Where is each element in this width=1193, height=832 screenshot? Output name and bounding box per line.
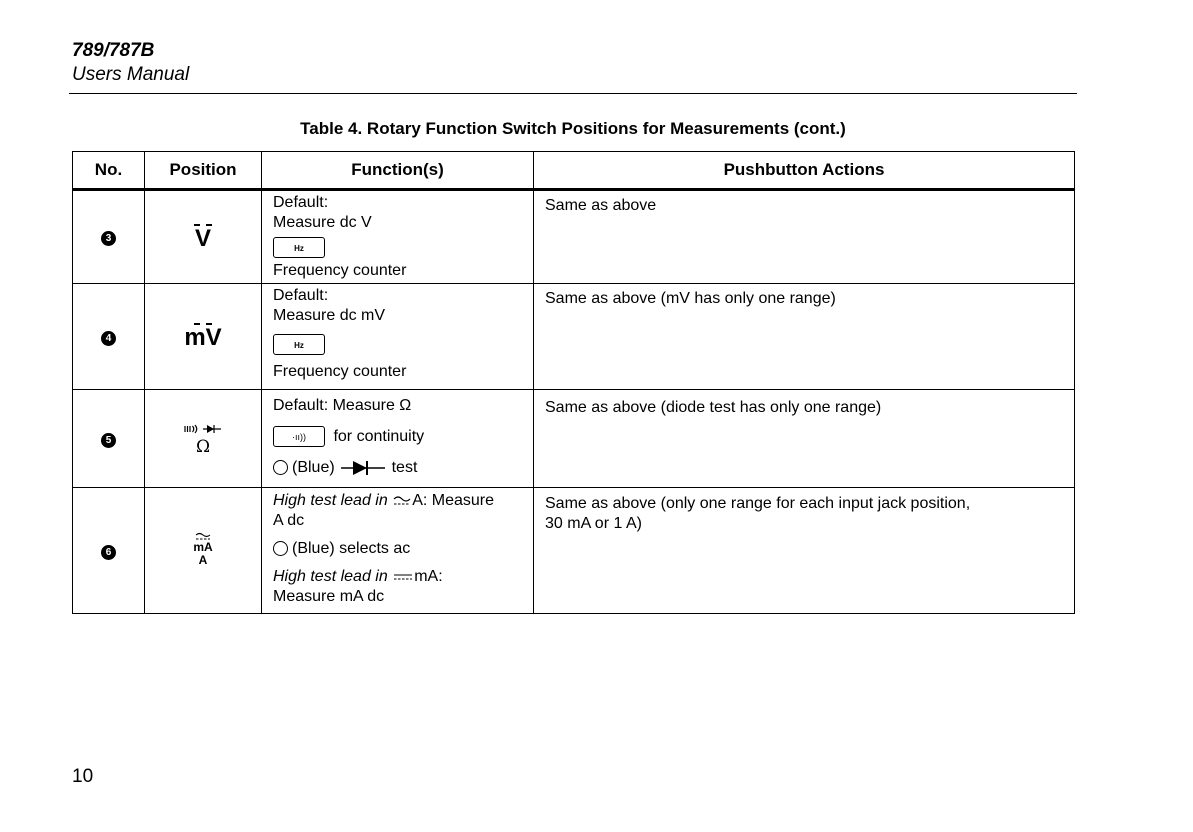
position-cell — [145, 284, 262, 390]
pushbutton-text: Same as above (mV has only one range) — [545, 290, 836, 307]
pushbutton-text: 30 mA or 1 A) — [545, 515, 642, 532]
test-label: test — [391, 459, 418, 476]
pushbutton-cell — [534, 390, 1075, 488]
blue-button-icon — [273, 541, 288, 556]
pushbutton-text: Same as above (only one range for each input jack position, — [545, 495, 971, 512]
function-default-text: Default: Measure Ω — [273, 397, 412, 414]
position-symbol-a: A — [198, 553, 208, 567]
row-number-badge: 3 — [101, 231, 116, 246]
page-number: 10 — [72, 766, 94, 787]
function-switch-table — [72, 151, 1075, 614]
function-default-label: Default: — [273, 287, 329, 304]
function-alt-text: Frequency counter — [273, 262, 407, 279]
functions-cell — [262, 390, 534, 488]
table-caption: Table 4. Rotary Function Switch Positions for Measurements (cont.) — [300, 119, 846, 138]
continuity-text: for continuity — [333, 427, 425, 445]
high-lead-label: High test lead in — [273, 568, 388, 585]
position-symbol-text: V — [194, 224, 211, 252]
dc-millivolts-symbol — [184, 323, 221, 350]
pushbutton-cell — [534, 284, 1075, 390]
diode-icon — [339, 459, 387, 477]
row-number-badge: 4 — [101, 331, 116, 346]
ac-dc-amps-symbol — [193, 532, 212, 567]
continuity-line — [273, 426, 527, 450]
header-rule — [69, 93, 1077, 94]
position-cell — [145, 390, 262, 488]
milliamps-line — [273, 567, 527, 587]
position-cell — [145, 190, 262, 284]
function-default-text: Measure dc V — [273, 214, 372, 231]
dc-icon — [392, 572, 414, 582]
col-header-no: No. — [73, 152, 145, 190]
pushbutton-text: Same as above — [545, 197, 657, 214]
dc-volts-symbol — [194, 224, 212, 251]
col-header-position: Position — [145, 152, 262, 190]
manual-model: 789/787B — [72, 40, 155, 61]
blue-select-text: (Blue) selects ac — [292, 540, 411, 557]
table-row — [73, 190, 1075, 284]
col-header-functions: Function(s) — [262, 152, 534, 190]
ac-dc-icon — [392, 495, 412, 507]
blue-button-icon — [273, 460, 288, 475]
row-number-cell — [73, 190, 145, 284]
hz-button-icon: Hz — [273, 237, 325, 258]
high-lead-label: High test lead in — [273, 492, 388, 509]
row-number-badge: 6 — [101, 545, 116, 560]
table-row — [73, 390, 1075, 488]
pushbutton-cell — [534, 190, 1075, 284]
amps-measure-text-cont: A dc — [273, 512, 305, 529]
functions-cell — [262, 284, 534, 390]
amps-measure-text: A: Measure — [412, 492, 494, 509]
function-default-label: Default: — [273, 194, 329, 211]
position-cell — [145, 488, 262, 614]
row-number-cell — [73, 284, 145, 390]
pushbutton-text: Same as above (diode test has only one range) — [545, 399, 882, 416]
pushbutton-cell — [534, 488, 1075, 614]
function-default-text: Measure dc mV — [273, 307, 386, 324]
position-symbol-ma: mA — [193, 540, 213, 554]
position-symbol-text: mV — [184, 324, 222, 351]
row-number-cell — [73, 488, 145, 614]
function-alt-text: Frequency counter — [273, 363, 407, 380]
continuity-diode-icon — [183, 423, 223, 435]
ohm-symbol: Ω — [195, 436, 211, 457]
functions-cell — [262, 488, 534, 614]
manual-subtitle: Users Manual — [72, 64, 190, 85]
milliamps-text: mA: — [414, 568, 443, 585]
row-number-cell — [73, 390, 145, 488]
table-row — [73, 284, 1075, 390]
amps-line — [273, 491, 527, 511]
diode-line — [273, 458, 527, 480]
col-header-pushbutton: Pushbutton Actions — [534, 152, 1075, 190]
row-number-badge: 5 — [101, 433, 116, 448]
blue-label: (Blue) — [292, 459, 335, 476]
continuity-diode-ohms-symbol — [183, 421, 223, 456]
table-row — [73, 488, 1075, 614]
continuity-button-icon: ·ıı)) — [273, 426, 325, 447]
blue-select-line — [273, 539, 527, 559]
milliamps-measure-text: Measure mA dc — [273, 588, 385, 605]
hz-button-icon: Hz — [273, 334, 325, 355]
table-header-row — [73, 152, 1075, 190]
functions-cell — [262, 190, 534, 284]
